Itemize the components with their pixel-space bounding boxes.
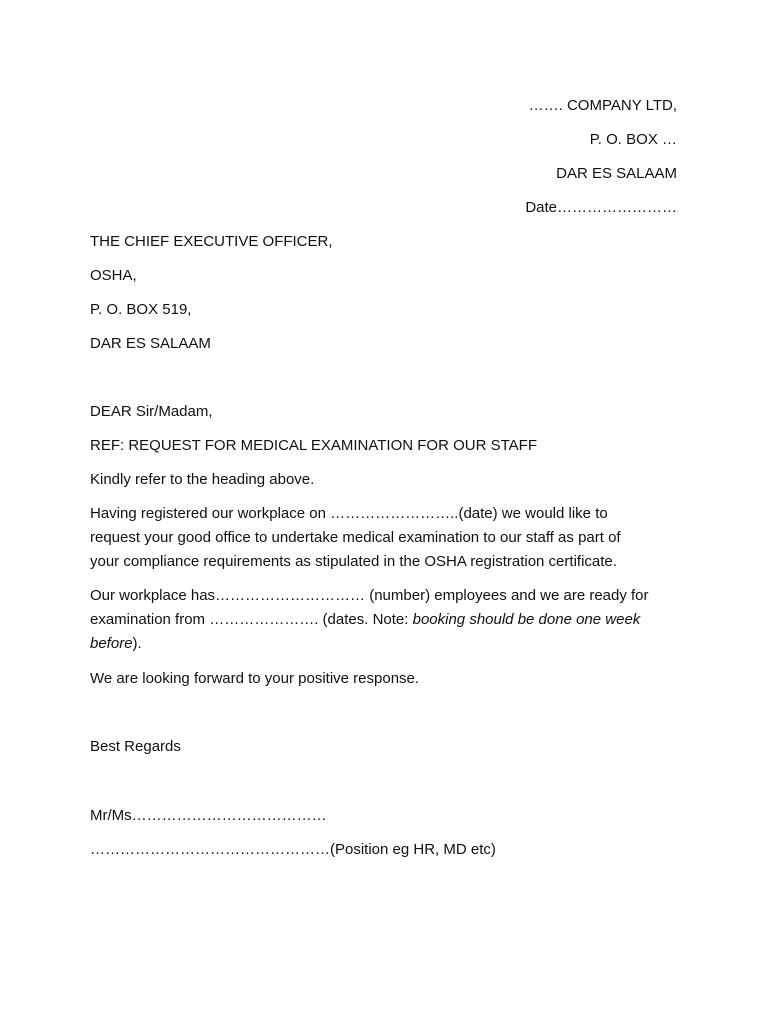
recipient-title: THE CHIEF EXECUTIVE OFFICER,: [90, 233, 333, 250]
body-paragraph-3-line-1: Our workplace has………………………… (number) employees and we are ready for: [90, 587, 649, 604]
body-paragraph-1: Kindly refer to the heading above.: [90, 471, 315, 488]
sender-city: DAR ES SALAAM: [556, 165, 677, 182]
body-paragraph-4: We are looking forward to your positive response.: [90, 670, 420, 687]
signature-name-line: Mr/Ms…………………………………: [90, 807, 327, 824]
body-paragraph-3-line-2: [90, 610, 640, 630]
salutation: DEAR Sir/Madam,: [90, 403, 213, 420]
recipient-organization: OSHA,: [90, 267, 137, 284]
booking-note-italic-end: before: [90, 635, 133, 652]
body-paragraph-2-line-1: Having registered our workplace on ……………………..(date) we would like to: [90, 505, 608, 522]
sender-po-box: P. O. BOX …: [589, 131, 677, 148]
letter-date: Date……………………: [525, 199, 677, 216]
body-paragraph-3-line-3: [90, 634, 142, 654]
recipient-city: DAR ES SALAAM: [90, 335, 211, 352]
body-paragraph-2-line-2: request your good office to undertake medical examination to our staff as part of: [90, 529, 621, 546]
booking-note-italic: booking should be done one week: [412, 611, 641, 628]
sender-company: ……. COMPANY LTD,: [528, 97, 677, 114]
paragraph-3-closing: ).: [132, 635, 142, 652]
paragraph-3-text: examination from …………………. (dates. Note:: [90, 611, 413, 628]
signature-position-line: …………………………………………(Position eg HR, MD etc): [90, 841, 496, 858]
body-paragraph-2-line-3: your compliance requirements as stipulated in the OSHA registration certificate.: [90, 553, 617, 570]
reference-line: REF: REQUEST FOR MEDICAL EXAMINATION FOR OUR STAFF: [90, 437, 537, 454]
recipient-po-box: P. O. BOX 519,: [90, 301, 192, 318]
closing: Best Regards: [90, 738, 181, 755]
